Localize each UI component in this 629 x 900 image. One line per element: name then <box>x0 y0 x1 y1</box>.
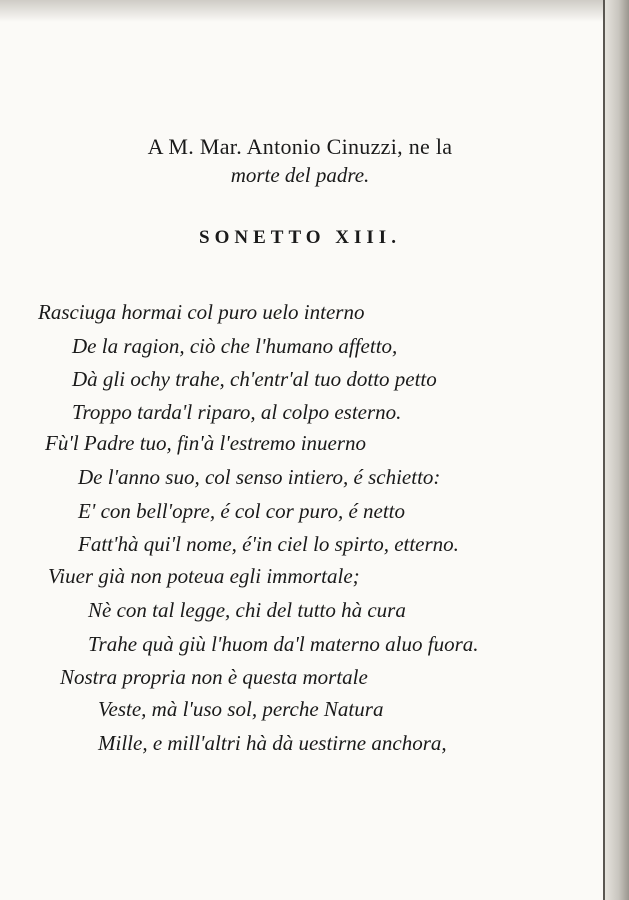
poem-line-11: Trahe quà giù l'huom da'l materno aluo fuora. <box>88 632 479 656</box>
poem-line-5: Fù'l Padre tuo, fin'à l'estremo inuerno <box>45 431 367 455</box>
poem-line-6: De l'anno suo, col senso intiero, é schietto: <box>78 465 441 489</box>
poem-line-14: Mille, e mill'altri hà dà uestirne anchora, <box>98 731 447 755</box>
poem-line-13: Veste, mà l'uso sol, perche Natura <box>98 697 384 721</box>
poem-line-9: Viuer già non poteua egli immortale; <box>48 564 360 588</box>
poem-line-8: Fatt'hà qui'l nome, é'in ciel lo spirto, etterno. <box>78 532 459 556</box>
poem-line-7: E' con bell'opre, é col cor puro, é netto <box>78 499 406 523</box>
poem-line-10: Nè con tal legge, chi del tutto hà cura <box>88 598 406 622</box>
poem-line-12: Nostra propria non è questa mortale <box>60 665 368 689</box>
dedication-subtitle: morte del padre. <box>230 163 370 187</box>
poem-line-1: Rasciuga hormai col puro uelo interno <box>38 300 365 324</box>
poem-line-3: Dà gli ochy trahe, ch'entr'al tuo dotto petto <box>72 367 437 391</box>
poem-line-2: De la ragion, ciò che l'humano affetto, <box>72 334 398 358</box>
poem-line-4: Troppo tarda'l riparo, al colpo esterno. <box>72 400 402 424</box>
sonnet-title: SONETTO XIII. <box>199 227 401 248</box>
dedication-title: A M. Mar. Antonio Cinuzzi, ne la <box>147 134 453 159</box>
